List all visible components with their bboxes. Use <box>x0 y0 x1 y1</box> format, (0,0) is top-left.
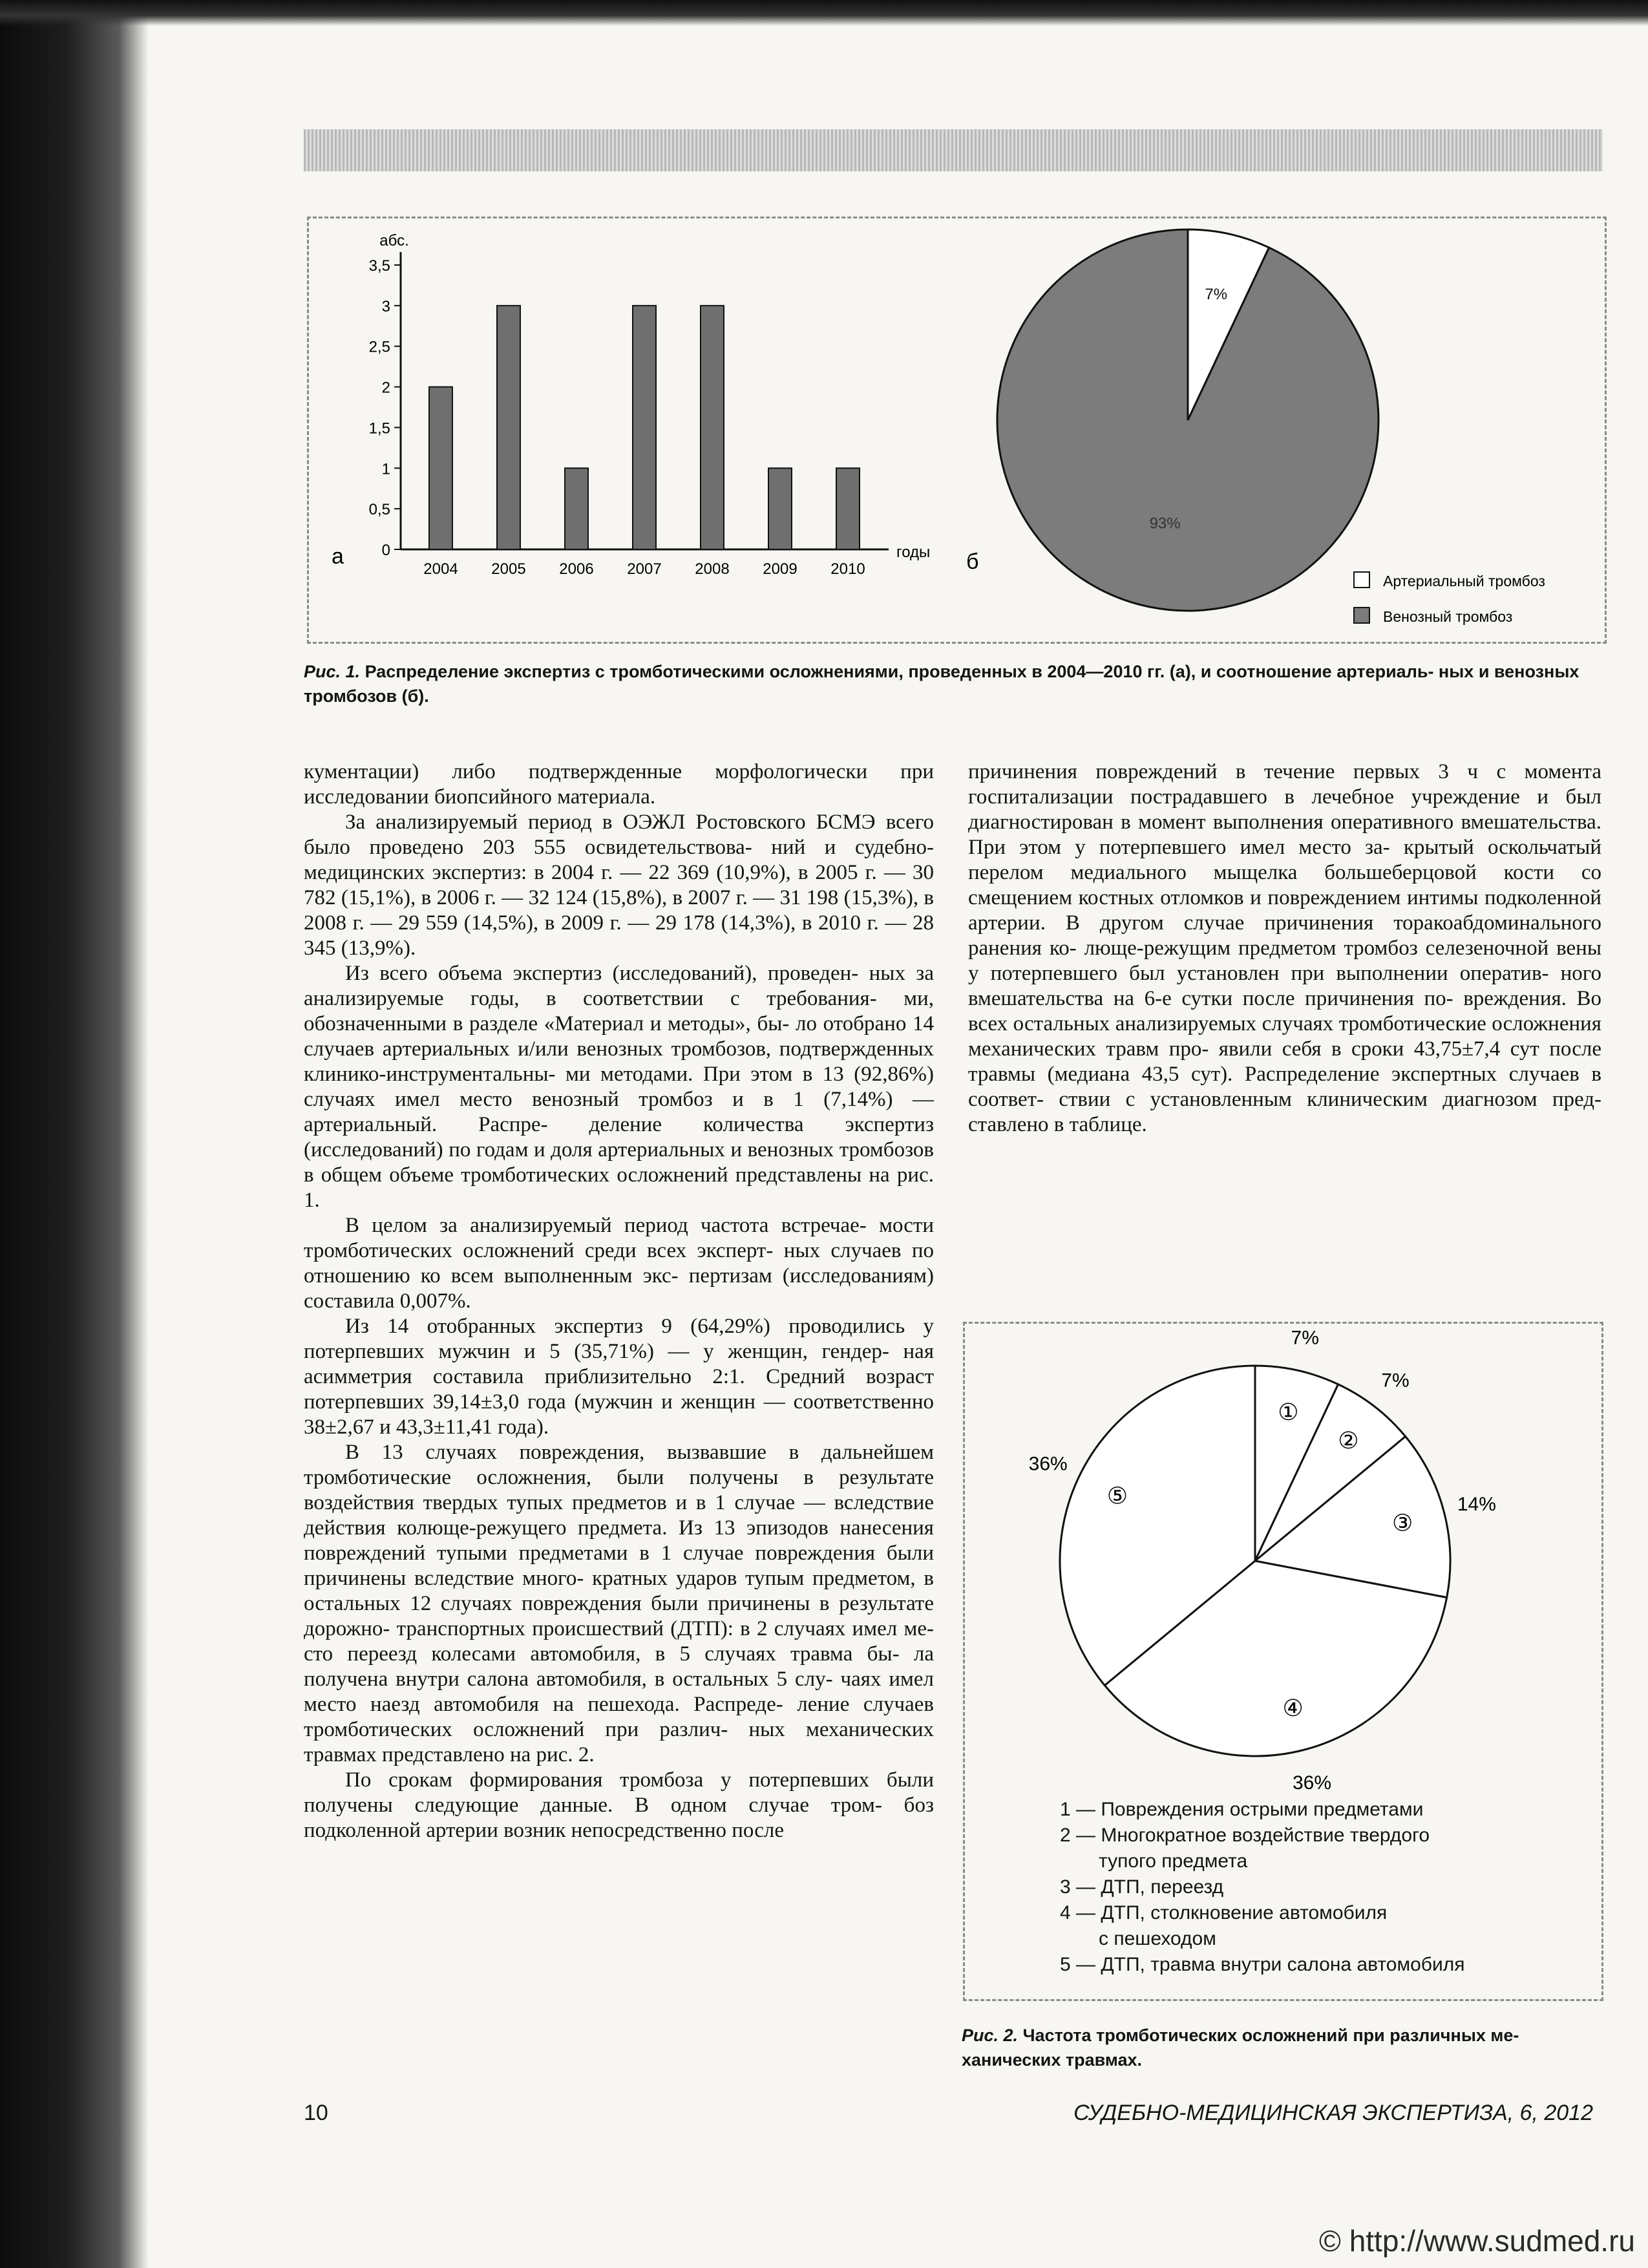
pie-value-label: 93% <box>1149 514 1181 533</box>
y-tick-label: 1,5 <box>368 419 390 438</box>
paragraph: В целом за анализируемый период частота встречае- мости тромботических осложнений среди всех эксперт- ных случаев по отношению ко всем выполненным экс- пертизам (исследованиям) составила 0,007%. <box>304 1214 934 1313</box>
figure2-caption-prefix: Рис. 2. <box>962 2026 1019 2045</box>
x-tick-label: 2004 <box>423 560 458 578</box>
right-column <box>968 759 1601 1138</box>
x-tick-label: 2009 <box>763 560 798 578</box>
x-tick-label: 2005 <box>491 560 526 578</box>
pie-value-label: 36% <box>1293 1772 1332 1794</box>
pie-value-label: 14% <box>1457 1493 1496 1515</box>
paragraph: причинения повреждений в течение первых 3 ч с момента госпитализации пострадавшего в лечебное учреждение и был диагностирован в момент выполнения оперативного вмешательства. При этом у потерпевшего имел место за- крытый оскольчатый перелом медиального мыщелка большеберцовой кости со смещением костных отломков и повреждением интимы подколенной артерии. В другом случае причинения торакоабдоминального ранения ко- люще-режущим предметом тромбоз селезеночной вены у потерпевшего был установлен при выполнении оператив- ного вмешательства на 6-е сутки после причинения по- вреждения. Во всех остальных анализируемых случаях тромботические осложнения механических травм про- явили себя в сроки 43,75±7,4 сут после травмы (медиана 43,5 сут). Распределение экспертных случаев в соответ- ствии с установленным клиническим диагнозом пред- ставлено в таблице. <box>968 760 1601 1136</box>
legend-item: 3 — ДТП, переезд <box>1060 1876 1224 1898</box>
y-tick-label: 0,5 <box>368 501 390 519</box>
x-tick-label: 2006 <box>559 560 594 578</box>
y-tick-label: 2,5 <box>368 338 390 356</box>
slice-marker: ② <box>1338 1426 1359 1454</box>
legend-item: 4 — ДТП, столкновение автомобиля <box>1060 1902 1388 1924</box>
y-axis-label: абс. <box>379 232 409 249</box>
legend-item: 2 — Многократное воздействие твердого <box>1060 1825 1430 1846</box>
slice-marker: ④ <box>1282 1695 1304 1722</box>
pie-value-label: 7% <box>1291 1327 1319 1349</box>
bar <box>701 306 724 549</box>
scan-shadow-top <box>0 0 1648 26</box>
paragraph: Из 14 отобранных экспертиз 9 (64,29%) проводились у потерпевших мужчин и 5 (35,71%) — у женщин, гендер- ная асимметрия составила приблизительно 2:1. Средний возраст потерпевших 39,14±3,0 года (мужчин и женщин — соответственно 38±2,67 и 43,3±11,41 года). <box>304 1315 934 1439</box>
legend-item: 5 — ДТП, травма внутри салона автомобиля <box>1060 1954 1465 1975</box>
panel-label-a: а <box>332 544 344 569</box>
legend-swatch <box>1354 572 1369 588</box>
paragraph: За анализируемый период в ОЭЖЛ Ростовского БСМЭ всего было проведено 203 555 освидетельствова- ний и судебно-медицинских экспертиз: в 2004 г. — 22 369 (10,9%), в 2005 г. — 30 782 (15,1%), в 2006 г. — 32 124 (15,8%), в 2007 г. — 31 198 (15,3%), в 2008 г. — 29 559 (14,5%), в 2009 г. — 29 178 (14,3%), в 2010 г. — 28 345 (13,9%). <box>304 811 934 960</box>
paragraph: В 13 случаях повреждения, вызвавшие в дальнейшем тромботические осложнения, были получены в результате воздействия твердых тупых предметов и в 1 случае — вследствие действия колюще-режущего предмета. Из 13 эпизодов нанесения повреждений тупыми предметами в 1 случае повреждения были причинены вследствие много- кратных ударов тупым предметом, в остальных 12 случаях повреждения были причинены в результате дорожно- транспортных происшествий (ДТП): в 2 случаях имел ме- сто переезд колесами автомобиля, в 5 случаях травма бы- ла получена внутри салона автомобиля, в остальных 5 слу- чаях имел место наезд автомобиля на пешехода. Распреде- ление случаев тромботических осложнений при различ- ных механических травмах представлено на рис. 2. <box>304 1441 934 1766</box>
legend-item: с пешеходом <box>1099 1928 1216 1949</box>
slice-marker: ⑤ <box>1106 1482 1128 1509</box>
bar <box>497 306 520 549</box>
slice-marker: ① <box>1278 1399 1299 1426</box>
figure1-caption <box>304 659 1603 708</box>
bar <box>565 468 588 549</box>
pie-value-label: 7% <box>1205 286 1228 304</box>
pie-value-label: 36% <box>1028 1453 1068 1475</box>
bar-chart <box>332 232 930 578</box>
figure2-caption-text: Частота тромботических осложнений при различных ме- ханических травмах. <box>962 2026 1519 2070</box>
paragraph: кументации) либо подтвержденные морфологически при исследовании биопсийного материала. <box>304 760 934 809</box>
legend-item: тупого предмета <box>1099 1850 1248 1872</box>
x-tick-label: 2007 <box>627 560 662 578</box>
scan-shadow-left <box>0 0 149 2268</box>
pie-chart-trauma-types <box>1029 1328 1496 1794</box>
bar <box>836 468 860 549</box>
figure1-caption-prefix: Рис. 1. <box>304 662 361 681</box>
legend-swatch <box>1354 608 1369 623</box>
figure2-caption <box>962 2023 1598 2072</box>
page-number: 10 <box>304 2101 328 2125</box>
legend-label: Венозный тромбоз <box>1383 608 1513 625</box>
bar <box>768 468 792 549</box>
x-axis-label: годы <box>896 544 931 561</box>
journal-footer: СУДЕБНО-МЕДИЦИНСКАЯ ЭКСПЕРТИЗА, 6, 2012 <box>1073 2101 1593 2125</box>
figure2-legend <box>1060 1797 1596 1978</box>
slice-marker: ③ <box>1392 1509 1413 1536</box>
bar <box>429 387 452 549</box>
figure1-caption-text: Распределение экспертиз с тромботическими осложнениями, проведенных в 2004—2010 гг. (а), и соотношение артериаль- ных и венозных тромбозов (б). <box>304 662 1579 706</box>
pie-slice <box>997 229 1379 611</box>
pie-chart-arterial-venous <box>966 229 1545 625</box>
watermark: © http://www.sudmed.ru <box>1319 2224 1635 2258</box>
left-column <box>304 759 934 1843</box>
y-tick-label: 3,5 <box>368 257 390 275</box>
paragraph: По срокам формирования тромбоза у потерпевших были получены следующие данные. В одном случае тром- боз подколенной артерии возник непосредственно после <box>304 1768 934 1842</box>
y-tick-label: 3 <box>381 297 390 315</box>
legend-item: 1 — Повреждения острыми предметами <box>1060 1799 1424 1820</box>
y-tick-label: 2 <box>381 379 390 397</box>
paragraph: Из всего объема экспертиз (исследований), проведен- ных за анализируемые годы, в соответствии с требования- ми, обозначенными в разделе «Материал и методы», бы- ло отобрано 14 случаев артериальных и/или венозных тромбозов, подтвержденных клинико-инструментальны- ми методами. При этом в 13 (92,86%) случаях имел место венозный тромбоз и в 1 (7,14%) — артериальный. Распре- деление количества экспертиз (исследований) по годам и доля артериальных и венозных тромбозов в общем объеме тромботических осложнений представлены на рис. 1. <box>304 962 934 1212</box>
bar <box>633 306 656 549</box>
y-tick-label: 0 <box>381 542 390 559</box>
x-tick-label: 2008 <box>695 560 730 578</box>
legend-label: Артериальный тромбоз <box>1383 573 1545 589</box>
x-tick-label: 2010 <box>830 560 865 578</box>
figure1-graphics <box>307 217 1606 643</box>
header-band <box>304 129 1603 171</box>
figure2-graphics <box>963 1322 1603 1813</box>
y-tick-label: 1 <box>381 460 390 478</box>
panel-label-b: б <box>966 549 979 574</box>
pie-value-label: 7% <box>1381 1370 1410 1392</box>
